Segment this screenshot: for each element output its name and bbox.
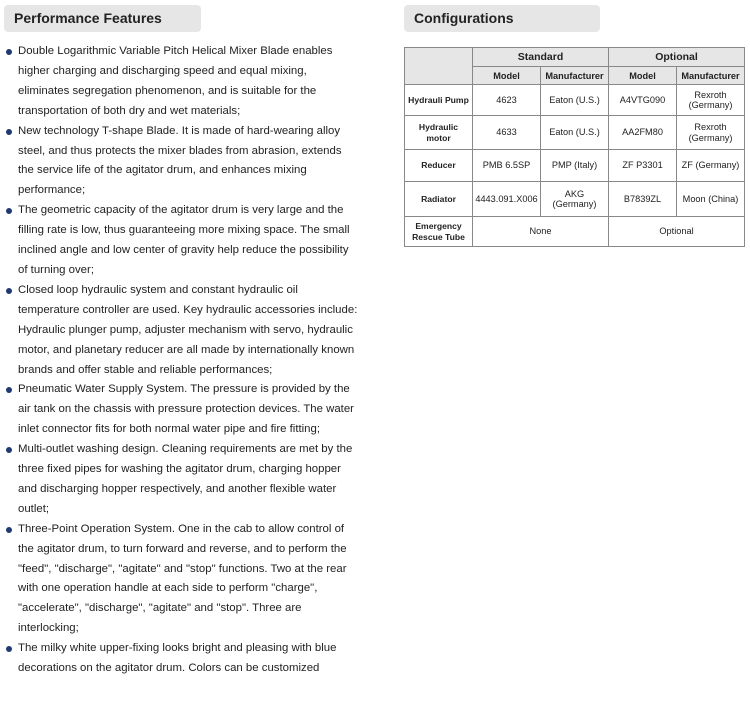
performance-features-title: Performance Features (14, 10, 162, 26)
opt-model-cell: B7839ZL (609, 182, 677, 217)
opt-model-cell: AA2FM80 (609, 116, 677, 150)
opt-emergency-cell: Optional (609, 217, 745, 247)
feature-item (0, 201, 360, 281)
feature-item (0, 520, 360, 639)
feature-item (0, 639, 360, 679)
feature-item (0, 42, 360, 122)
bullet-icon (6, 527, 12, 533)
opt-manufacturer-header: Manufacturer (677, 67, 745, 85)
configurations-header (404, 5, 600, 32)
opt-manufacturer-cell: ZF (Germany) (677, 150, 745, 182)
std-manufacturer-cell: AKG (Germany) (541, 182, 609, 217)
row-label: Emergency Rescue Tube (405, 217, 473, 247)
feature-text: New technology T-shape Blade. It is made of hard-wearing alloy steel, and thus protects the mixer blades from abrasion, extends the service life of the agitator drum, and enhances mixing performance; (18, 124, 342, 197)
feature-text: Multi-outlet washing design. Cleaning requirements are met by the three fixed pipes for washing the agitator drum, charging hopper and discharging hopper respectively, and another flexible water outlet; (18, 443, 353, 515)
std-model-cell: 4633 (473, 116, 541, 150)
feature-text: Three-Point Operation System. One in the cab to allow control of the agitator drum, to turn forward and reverse, and to perform the "feed", "discharge", "agitate" and "stop" functions. Two at the rear with one operation handle at each side to perform "charge", "accelerate", "discharge", "agitate" and "stop". Three are interlocking; (18, 522, 347, 635)
table-corner-cell (405, 48, 473, 85)
bullet-icon (6, 288, 12, 294)
table-row (405, 217, 745, 247)
optional-group-header: Optional (609, 48, 745, 67)
bullet-icon (6, 49, 12, 55)
standard-group-header: Standard (473, 48, 609, 67)
performance-features-list (0, 42, 360, 679)
std-manufacturer-cell: Eaton (U.S.) (541, 116, 609, 150)
std-manufacturer-header: Manufacturer (541, 67, 609, 85)
feature-item (0, 281, 360, 381)
std-model-cell: 4623 (473, 85, 541, 116)
row-label: Hydrauli Pump (405, 85, 473, 116)
std-manufacturer-cell: Eaton (U.S.) (541, 85, 609, 116)
table-group-header-row (405, 48, 745, 67)
opt-manufacturer-cell: Rexroth (Germany) (677, 85, 745, 116)
feature-text: Closed loop hydraulic system and constant hydraulic oil temperature controller are used. Key hydraulic accessories include: Hydraulic plunger pump, adjuster mechanism with servo, hydraulic motor, and planetary reducer are all made by internationally known brands and offer stable and reliable performances; (18, 283, 358, 376)
configurations-title: Configurations (414, 10, 514, 26)
table-row (405, 150, 745, 182)
bullet-icon (6, 387, 12, 393)
feature-text: Pneumatic Water Supply System. The pressure is provided by the air tank on the chassis with pressure protection devices. The water inlet connector fits for both normal water pipe and fire fitting; (18, 383, 354, 436)
table-row (405, 116, 745, 150)
row-label: Radiator (405, 182, 473, 217)
std-model-header: Model (473, 67, 541, 85)
row-label: Reducer (405, 150, 473, 182)
opt-manufacturer-cell: Rexroth (Germany) (677, 116, 745, 150)
feature-item (0, 440, 360, 520)
feature-item (0, 380, 360, 440)
std-manufacturer-cell: PMP (Italy) (541, 150, 609, 182)
row-label: Hydraulic motor (405, 116, 473, 150)
bullet-icon (6, 447, 12, 453)
bullet-icon (6, 208, 12, 214)
feature-text: Double Logarithmic Variable Pitch Helical Mixer Blade enables higher charging and discharging speed and equal mixing, eliminates segregation phenomenon, and is suitable for the transportation of both dry and wet materials; (18, 45, 333, 117)
bullet-icon (6, 646, 12, 652)
table-row (405, 85, 745, 116)
std-emergency-cell: None (473, 217, 609, 247)
opt-manufacturer-cell: Moon (China) (677, 182, 745, 217)
opt-model-cell: A4VTG090 (609, 85, 677, 116)
opt-model-header: Model (609, 67, 677, 85)
bullet-icon (6, 129, 12, 135)
std-model-cell: 4443.091.X006 (473, 182, 541, 217)
feature-text: The geometric capacity of the agitator drum is very large and the filling rate is low, thus guaranteeing more mixing space. The small inclined angle and low center of gravity help reduce the possibility of turning over; (18, 204, 350, 276)
std-model-cell: PMB 6.5SP (473, 150, 541, 182)
feature-item (0, 122, 360, 202)
table-row (405, 182, 745, 217)
configurations-table (404, 47, 745, 247)
feature-text: The milky white upper-fixing looks bright and pleasing with blue decorations on the agitator drum. Colors can be customized (18, 642, 337, 675)
opt-model-cell: ZF P3301 (609, 150, 677, 182)
performance-features-header (4, 5, 201, 32)
